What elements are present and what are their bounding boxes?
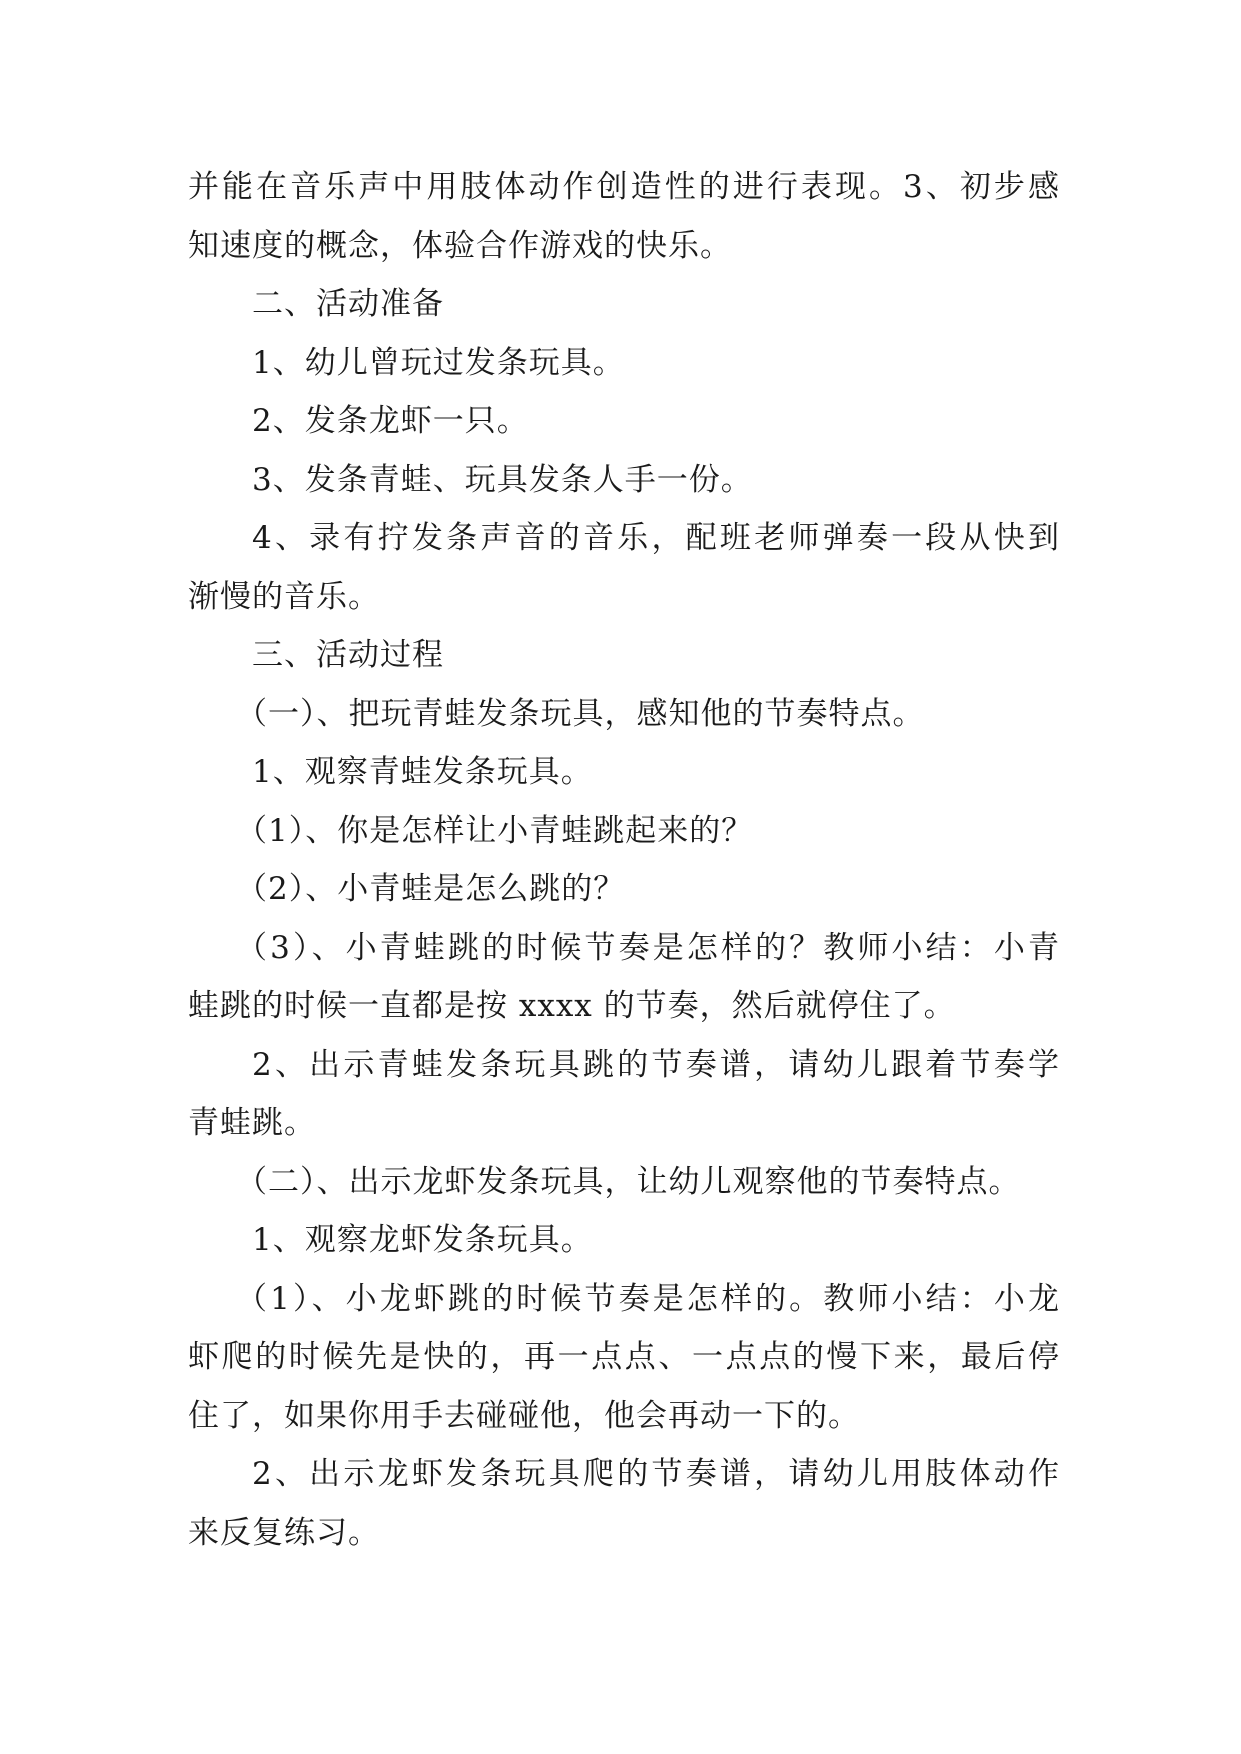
paragraph-line: 渐慢的音乐。 [188, 578, 380, 615]
list-item: （2）、小青蛙是怎么跳的？ [236, 871, 626, 907]
paragraph-line: 青蛙跳。 [188, 1105, 316, 1141]
list-item: 3、发条青蛙、玩具发条人手一份。 [252, 461, 753, 498]
document-body [188, 158, 1060, 1562]
list-item: 2、出示青蛙发条玩具跳的节奏谱，请幼儿跟着节奏学 [252, 1046, 1060, 1083]
list-item: 2、出示龙虾发条玩具爬的节奏谱，请幼儿用肢体动作 [252, 1456, 1060, 1492]
section-heading: 二、活动准备 [252, 286, 444, 322]
list-item: 2、发条龙虾一只。 [252, 403, 529, 439]
list-item: （1）、你是怎样让小青蛙跳起来的？ [236, 812, 754, 849]
paragraph-line: 知速度的概念，体验合作游戏的快乐。 [188, 227, 732, 264]
list-item: 1、观察青蛙发条玩具。 [252, 754, 593, 790]
section-heading: 三、活动过程 [252, 637, 444, 673]
list-item: 1、观察龙虾发条玩具。 [252, 1222, 593, 1258]
list-item: 4、录有拧发条声音的音乐，配班老师弹奏一段从快到 [252, 520, 1060, 556]
list-item: 1、幼儿曾玩过发条玩具。 [252, 344, 625, 381]
paragraph-line: 并能在音乐声中用肢体动作创造性的进行表现。3、初步感 [188, 169, 1060, 205]
list-item: （1）、小龙虾跳的时候节奏是怎样的。教师小结：小龙 [236, 1280, 1060, 1317]
paragraph-line: 来反复练习。 [188, 1514, 380, 1551]
paragraph-line: 虾爬的时候先是快的，再一点点、一点点的慢下来，最后停 [188, 1339, 1060, 1375]
subsection-heading: （二）、出示龙虾发条玩具，让幼儿观察他的节奏特点。 [236, 1163, 1021, 1200]
subsection-heading: （一）、把玩青蛙发条玩具，感知他的节奏特点。 [236, 695, 925, 732]
list-item: （3）、小青蛙跳的时候节奏是怎样的？教师小结：小青 [236, 929, 1060, 966]
paragraph-line: 住了，如果你用手去碰碰他，他会再动一下的。 [188, 1397, 860, 1434]
paragraph-line: 蛙跳的时候一直都是按 xxxx 的节奏，然后就停住了。 [188, 988, 956, 1024]
